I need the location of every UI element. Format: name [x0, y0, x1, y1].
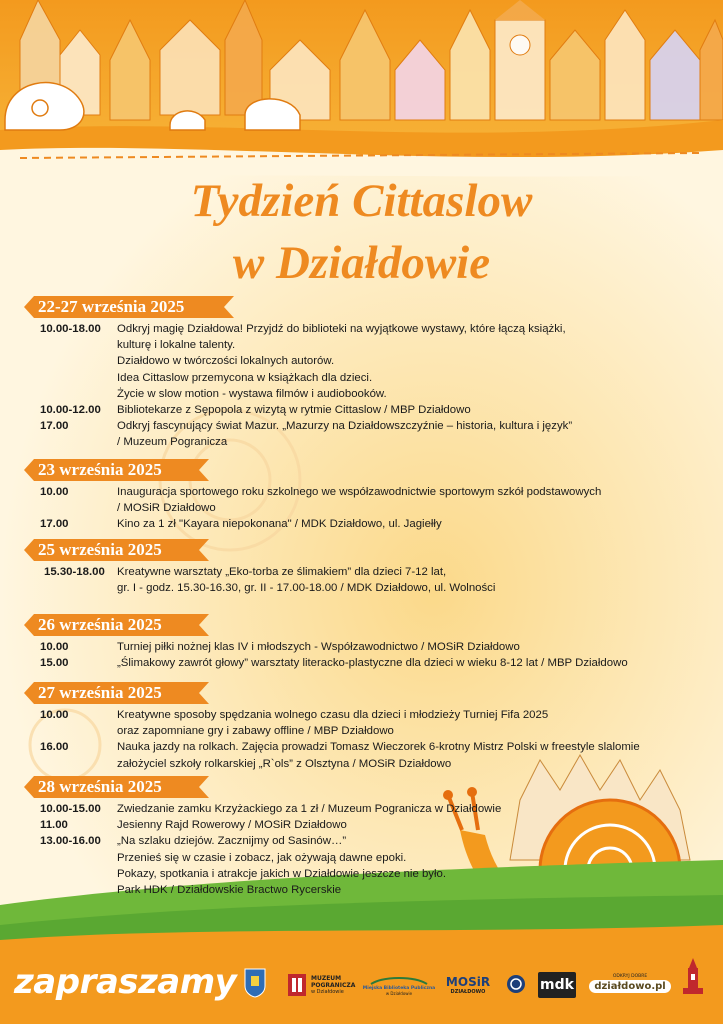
section-date: 28 września 2025 [38, 777, 162, 796]
schedule-row [0, 337, 723, 353]
event-time: 11.00 [40, 819, 68, 832]
dzialdowo-pl-logo[interactable] [590, 968, 670, 1000]
section-date: 26 września 2025 [38, 615, 162, 634]
event-text: Życie w slow motion - wystawa filmów i audiobooków. [117, 387, 387, 400]
section-date: 23 września 2025 [38, 460, 162, 479]
event-time [0, 353, 117, 369]
event-time [0, 434, 117, 450]
event-time: 16.00 [40, 741, 69, 754]
schedule-row [0, 386, 723, 402]
schedule-row [0, 882, 723, 898]
event-text: Zwiedzanie zamku Krzyżackiego za 1 zł / Muzeum Pogranicza w Działdowie [117, 803, 502, 815]
event-text: Kreatywne sposoby spędzania wolnego czasu dla dzieci i młodzieży Turniej Fifa 2025 [117, 709, 549, 721]
event-time: 15.30-18.00 [44, 566, 105, 578]
event-time [0, 370, 117, 386]
coat-of-arms-logo[interactable] [244, 968, 266, 998]
event-time: 17.00 [40, 420, 69, 433]
event-time: 10.00-18.00 [40, 323, 101, 335]
event-text: Kreatywne warsztaty „Eko-torba ze ślimakiem” dla dzieci 7-12 lat, [117, 566, 447, 578]
event-time: 17.00 [40, 518, 69, 531]
event-text: Turniej piłki nożnej klas IV i młodszych - Współzawodnictwo / MOSiR Działdowo [117, 641, 520, 653]
event-time [0, 500, 117, 516]
event-time: 10.00 [40, 486, 69, 498]
schedule-row [0, 833, 723, 849]
mosir-logo[interactable] [443, 972, 493, 998]
event-text: Działdowo w twórczości lokalnych autorów. [117, 355, 335, 368]
mosir-label: MOSiR [445, 975, 491, 989]
event-time [0, 866, 117, 882]
schedule-row [0, 418, 723, 434]
event-text: gr. I - godz. 15.30-16.30, gr. II - 17.00-18.00 / MDK Działdowo, ul. Wolności [117, 582, 496, 595]
event-time [0, 386, 117, 402]
event-text: Bibliotekarze z Sępopola z wizytą w rytmie Cittaslow / MBP Działdowo [117, 404, 471, 417]
event-time: 13.00-16.00 [40, 835, 101, 848]
mdk-logo[interactable] [538, 972, 576, 998]
event-text: Idea Cittaslow przemycona w książkach dla dzieci. [117, 371, 373, 384]
schedule-row [0, 817, 723, 833]
event-time: 10.00 [40, 641, 69, 653]
poster-title-line1: Tydzień Cittaslow [190, 175, 533, 227]
schedule-row [0, 739, 723, 755]
event-text: kulturę i lokalne talenty. [117, 339, 236, 352]
mbp-sub-label: w Działdowie [385, 991, 413, 996]
schedule-row [0, 756, 723, 772]
schedule-row [0, 639, 723, 655]
section-date: 25 września 2025 [38, 540, 162, 559]
schedule-row [0, 516, 723, 532]
dzialdowo-top-label: ODKRYJ DOBRE [612, 974, 648, 979]
schedule-row [0, 434, 723, 450]
dzialdowo-label: działdowo.pl [594, 981, 666, 992]
event-text: Nauka jazdy na rolkach. Zajęcia prowadzi Tomasz Wieczorek 6-krotny Mistrz Polski w freestyle slalomie [117, 741, 640, 754]
date-ribbon [24, 296, 234, 318]
event-text: Park HDK / Działdowskie Bractwo Rycerskie [117, 884, 342, 897]
event-text: Pokazy, spotkania i atrakcje jakich w Działdowie jeszcze nie było. [117, 867, 446, 880]
event-text: Odkryj magię Działdowa! Przyjdź do biblioteki na wyjątkowe wystawy, które łączą książki, [117, 323, 566, 335]
schedule-row [0, 564, 723, 580]
event-text: oraz zapomniane gry i zabawy offline / MBP Działdowo [117, 725, 394, 738]
event-text: Inauguracja sportowego roku szkolnego we współzawodnictwie sportowym szkół podstawowych [117, 486, 602, 498]
event-time [0, 882, 117, 898]
mosir-sub-label: DZIAŁDOWO [450, 989, 486, 995]
event-time: 10.00-15.00 [40, 803, 101, 815]
event-text: Kino za 1 zł "Kayara niepokonana" / MDK Działdowo, ul. Jagiełły [117, 518, 442, 531]
muzeum-label: MUZEUM [311, 974, 342, 982]
mbp-label: Miejska Biblioteka Publiczna [362, 986, 436, 991]
event-time [0, 723, 117, 739]
date-ribbon [24, 614, 234, 636]
schedule-row [0, 321, 723, 337]
event-text: / MOSiR Działdowo [117, 502, 216, 515]
muzeum-label: POGRANICZA [311, 981, 356, 989]
schedule-row [0, 801, 723, 817]
event-time: 15.00 [40, 657, 69, 670]
schedule-row [0, 353, 723, 369]
schedule-row [0, 370, 723, 386]
schedule-row [0, 484, 723, 500]
event-time [0, 850, 117, 866]
sponsor-logos [240, 966, 710, 1006]
date-ribbon [24, 682, 234, 704]
round-seal-logo[interactable] [506, 974, 526, 994]
date-ribbon [24, 539, 234, 561]
event-text: założyciel szkoły rolkarskiej „R`ols” z Olsztyna / MOSiR Działdowo [117, 757, 452, 770]
schedule-row [0, 500, 723, 516]
muzeum-pogranicza-logo[interactable] [286, 970, 356, 1000]
event-time [0, 337, 117, 353]
event-text: Jesienny Rajd Rowerowy / MOSiR Działdowo [117, 819, 347, 832]
section-date: 22-27 września 2025 [38, 297, 185, 316]
event-text: / Muzeum Pogranicza [117, 436, 228, 449]
muzeum-label: w Działdowie [311, 988, 344, 995]
section-date: 27 września 2025 [38, 683, 162, 702]
mdk-label: mdk [540, 977, 574, 993]
schedule-row [0, 402, 723, 418]
date-ribbon [24, 459, 234, 481]
castle-tower-logo[interactable] [680, 956, 706, 998]
event-time [0, 580, 117, 596]
event-time [0, 756, 117, 772]
event-text: „Na szlaku dziejów. Zacznijmy od Sasinów…” [117, 835, 347, 848]
event-text: Odkryj fascynujący świat Mazur. „Mazurzy na Działdowszczyźnie – historia, kultura i język” [117, 420, 573, 433]
schedule-row [0, 723, 723, 739]
invite-text: zapraszamy [14, 962, 237, 1002]
schedule-row [0, 655, 723, 671]
schedule-row [0, 580, 723, 596]
event-time: 10.00-12.00 [40, 404, 101, 417]
poster-title-line2: w Działdowie [232, 237, 491, 289]
event-text: Przenieś się w czasie i zobacz, jak ożywają dawne epoki. [117, 851, 407, 864]
mbp-logo[interactable] [364, 970, 434, 1000]
event-text: „Ślimakowy zawrót głowy” warsztaty literacko-plastyczne dla dzieci w wieku 8-12 lat / MBP Działdowo [117, 657, 628, 670]
schedule-row [0, 707, 723, 723]
date-ribbon [24, 776, 234, 798]
schedule-row [0, 866, 723, 882]
schedule-row [0, 850, 723, 866]
event-time: 10.00 [40, 709, 69, 721]
